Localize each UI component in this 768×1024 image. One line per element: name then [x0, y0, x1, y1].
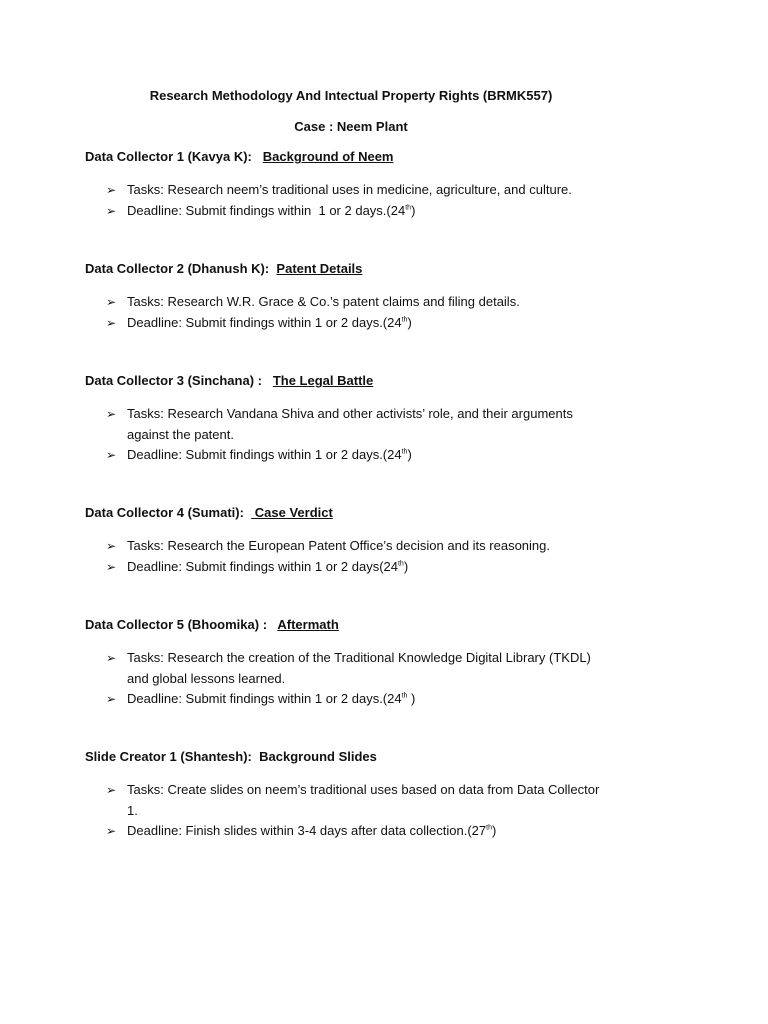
arrow-bullet-icon: ➢ — [106, 183, 117, 197]
deadline-item: ➢ Deadline: Submit findings within 1 or 2 days.(24th ) — [85, 689, 607, 710]
section-heading — [85, 749, 685, 765]
task-item: ➢ Tasks: Research the creation of the Traditional Knowledge Digital Library (TKDL) and global lessons learned. — [106, 650, 595, 686]
section-heading — [85, 505, 685, 521]
document-title: Research Methodology And Intectual Property Rights (BRMK557) — [149, 88, 553, 103]
role-label: Data Collector 2 (Dhanush K): — [85, 261, 270, 276]
section-heading — [85, 149, 685, 165]
deadline-item: ➢ Deadline: Finish slides within 3-4 days after data collection.(27th) — [85, 821, 607, 842]
deadline-item: ➢ Deadline: Submit findings within 1 or 2 days.(24th) — [85, 445, 607, 466]
task-list — [85, 404, 685, 466]
task-list — [85, 292, 685, 333]
topic-label: Patent Details — [276, 261, 363, 276]
task-item: ➢ Tasks: Create slides on neem’s traditional uses based on data from Data Collector 1. — [106, 782, 603, 818]
arrow-bullet-icon: ➢ — [106, 559, 117, 574]
topic-label: Background Slides — [259, 749, 377, 764]
task-list — [85, 180, 685, 221]
assignment-section-6 — [85, 749, 685, 842]
arrow-bullet-icon: ➢ — [106, 783, 117, 797]
topic-label: Case Verdict — [251, 505, 333, 520]
arrow-bullet-icon: ➢ — [106, 407, 117, 421]
arrow-bullet-icon: ➢ — [106, 203, 117, 218]
arrow-bullet-icon: ➢ — [106, 295, 117, 309]
arrow-bullet-icon: ➢ — [106, 315, 117, 330]
section-heading — [85, 373, 685, 389]
arrow-bullet-icon: ➢ — [106, 692, 117, 706]
task-list — [85, 780, 685, 842]
role-label: Data Collector 5 (Bhoomika) : — [85, 617, 268, 632]
topic-label: Aftermath — [277, 617, 339, 632]
topic-label: Background of Neem — [262, 149, 394, 164]
role-label: Data Collector 4 (Sumati): — [85, 505, 244, 520]
task-item: ➢ Tasks: Research W.R. Grace & Co.’s patent claims and filing details. — [85, 292, 607, 313]
role-label: Data Collector 3 (Sinchana) : — [85, 373, 262, 388]
task-list — [85, 536, 685, 577]
task-item: ➢ Tasks: Research neem’s traditional uses in medicine, agriculture, and culture. — [85, 180, 607, 201]
deadline-item: ➢ Deadline: Submit findings within 1 or 2 days(24th) — [85, 557, 607, 578]
task-item: ➢ Tasks: Research Vandana Shiva and other activists’ role, and their arguments against the patent. — [106, 406, 577, 442]
arrow-bullet-icon: ➢ — [106, 824, 117, 838]
deadline-item: ➢ Deadline: Submit findings within 1 or 2 days.(24th) — [85, 313, 607, 334]
arrow-bullet-icon: ➢ — [106, 539, 117, 553]
assignment-section-5 — [85, 617, 685, 710]
assignment-section-2 — [85, 261, 685, 333]
deadline-item: ➢ Deadline: Submit findings within 1 or 2 days.(24th) — [85, 201, 607, 222]
topic-label: The Legal Battle — [272, 373, 374, 388]
case-line: Case : Neem Plant — [294, 119, 408, 134]
assignment-section-4 — [85, 505, 685, 577]
assignment-section-1 — [85, 149, 685, 221]
role-label: Data Collector 1 (Kavya K): — [85, 149, 252, 164]
task-item: ➢ Tasks: Research the European Patent Office’s decision and its reasoning. — [85, 536, 607, 557]
section-heading — [85, 261, 685, 277]
arrow-bullet-icon: ➢ — [106, 448, 117, 462]
role-label: Slide Creator 1 (Shantesh): — [85, 749, 252, 764]
task-list — [85, 648, 685, 710]
section-heading — [85, 617, 685, 633]
arrow-bullet-icon: ➢ — [106, 651, 117, 665]
assignment-section-3 — [85, 373, 685, 466]
